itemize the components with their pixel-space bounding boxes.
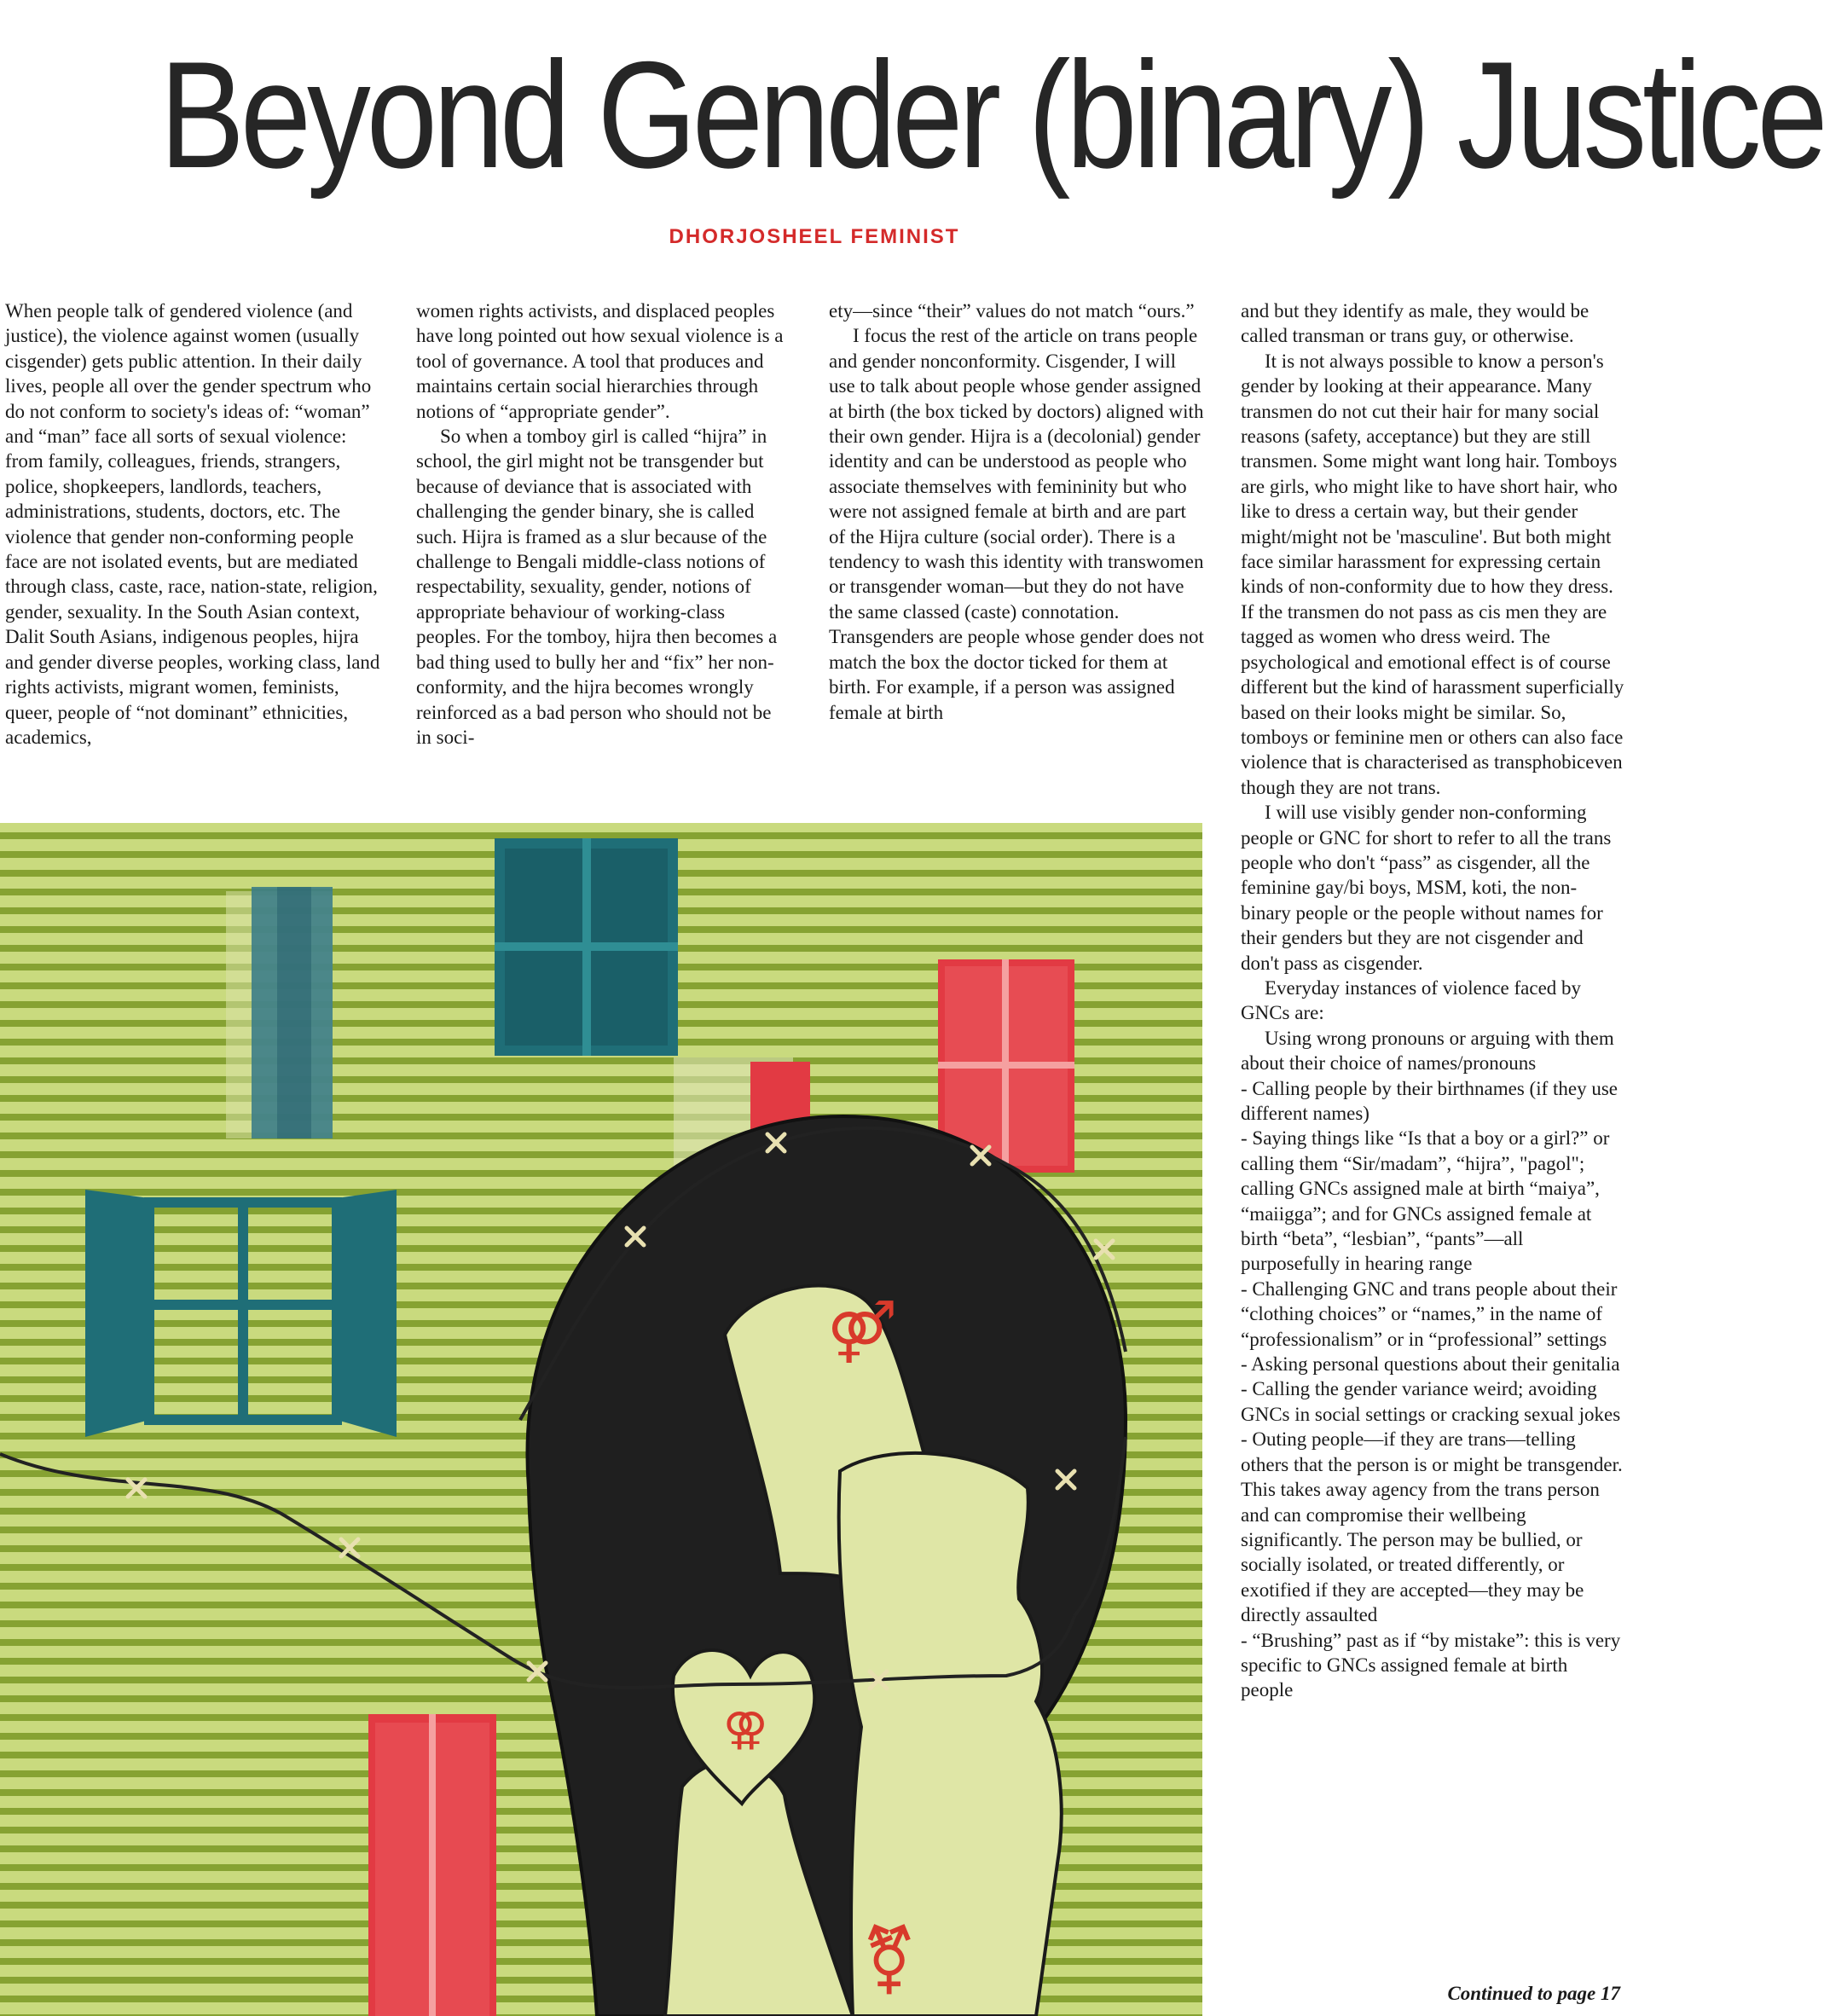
- list-item: - Asking personal questions about their genitalia: [1241, 1353, 1620, 1376]
- gender-symbol-mid: ⚢: [723, 1704, 768, 1755]
- paragraph: I will use visibly gender non-conforming people or GNC for short to refer to all the trans people who don't “pass” as cisgender, all the feminine gay/bi boys, MSM, koti, the non-binary people or the people without names for their genders but they are not cisgender and don't pass as cisgender.: [1241, 802, 1612, 974]
- paragraph: Everyday instances of violence faced by GNCs are:: [1241, 976, 1582, 1024]
- gender-symbol-top: ⚤: [827, 1296, 898, 1366]
- gender-symbols-silhouette-illustration: [0, 823, 1202, 2016]
- byline: DHORJOSHEEL FEMINIST: [669, 225, 960, 248]
- paragraph: It is not always possible to know a person's gender by looking at their appearance. Many transmen do not cut their hair for many social reasons (safety, acceptance) but they are still transmen. Some might want long hair. Tomboys are girls, who might like to have short hair, who like to dress a certain way, but their gender might/might not be 'masculine'. But both might face similar harassment for expressing certain kinds of non-conformity due to how they dress. If the transmen do not pass as cis men they are tagged as women who dress weird. The psychological and emotional effect is of course different but the kind of harassment superficially based on their looks might be similar. So, tomboys or feminine men or others can also face violence that is characterised as transphobiceven though they are not trans.: [1241, 350, 1624, 798]
- list-item: - Saying things like “Is that a boy or a girl?” or calling them “Sir/madam”, “hijra”, "pagol"; calling GNCs assigned male at birth “maiya”, “maiigga”; and for GNCs assigned female at birth “beta”, “lesbian”, “pants”—all purposefully in hearing range: [1241, 1127, 1610, 1275]
- teal-window-top: [495, 838, 678, 1056]
- gender-symbol-bottom: ⚧: [861, 1922, 918, 1999]
- text-column-3: [829, 298, 1204, 725]
- paragraph: and but they identify as male, they would be called transman or trans guy, or otherwise.: [1241, 300, 1589, 347]
- text-column-4: [1241, 298, 1624, 1703]
- continued-note: Continued to page 17: [1447, 1983, 1620, 2004]
- paragraph: When people talk of gendered violence (and justice), the violence against women (usually cisgender) gets public attention. In their daily lives, people all over the gender spectrum who do not conform to society's ideas of: “woman” and “man” face all sorts of sexual violence: from family, colleagues, friends, strangers, police, shopkeepers, landlords, teachers, administrations, students, doctors, etc. The violence that gender non-conforming people face are not isolated events, but are mediated through class, caste, race, nation-state, religion, gender, sexuality. In the South Asian context, Dalit South Asians, indigenous peoples, hijra and gender diverse peoples, working class, land rights activists, migrant women, feminists, queer, people of “not dominant” ethnicities, academics,: [5, 300, 380, 748]
- red-window-bottom: [368, 1714, 496, 2016]
- headline: Beyond Gender (binary) Justice: [159, 30, 1824, 200]
- list-item: - “Brushing” past as if “by mistake”: this is very specific to GNCs assigned female at birth people: [1241, 1629, 1621, 1701]
- paragraph: women rights activists, and displaced peoples have long pointed out how sexual violence is a tool of governance. A tool that produces and maintains certain social hierarchies through notions of “appropriate gender”.: [416, 300, 784, 422]
- paragraph: ety—since “their” values do not match “ours.”: [829, 300, 1195, 322]
- list-item: - Outing people—if they are trans—telling others that the person is or might be transgender. This takes away agency from the trans person and can compromise their wellbeing significantly. The person may be bullied, or socially isolated, or treated differently, or exotified if they are accepted—they may be directly assaulted: [1241, 1428, 1623, 1626]
- list-item: - Calling the gender variance weird; avoiding GNCs in social settings or cracking sexual jokes: [1241, 1378, 1621, 1425]
- paragraph: Using wrong pronouns or arguing with them about their choice of names/pronouns: [1241, 1027, 1614, 1075]
- teal-open-window: [85, 1190, 397, 1437]
- list-item: - Calling people by their birthnames (if they use different names): [1241, 1077, 1618, 1124]
- text-column-1: [5, 298, 380, 750]
- paragraph: So when a tomboy girl is called “hijra” in school, the girl might not be transgender but because of deviance that is associated with challenging the gender binary, she is called such. Hijra is framed as a slur because of the challenge to Bengali middle-class notions of respectability, sexuality, gender, notions of appropriate behaviour of working-class peoples. For the tomboy, hijra then becomes a bad thing used to bully her and “fix” her non-conformity, and the hijra becomes wrongly reinforced as a bad person who should not be in soci-: [416, 426, 778, 748]
- text-column-2: [416, 298, 791, 750]
- list-item: - Challenging GNC and trans people about their “clothing choices” or “names,” in the name of “professionalism” or in “professional” settings: [1241, 1277, 1618, 1350]
- paragraph: I focus the rest of the article on trans people and gender nonconformity. Cisgender, I will use to talk about people whose gender assigned at birth (the box ticked by doctors) aligned with their own gender. Hijra is a (decolonial) gender identity and can be understood as people who associate themselves with femininity but who were not assigned female at birth and are part of the Hijra culture (social order). There is a tendency to wash this identity with transwomen or transgender woman—but they do not have the same classed (caste) connotation. Transgenders are people whose gender does not match the box the doctor ticked for them at birth. For example, if a person was assigned female at birth: [829, 325, 1204, 723]
